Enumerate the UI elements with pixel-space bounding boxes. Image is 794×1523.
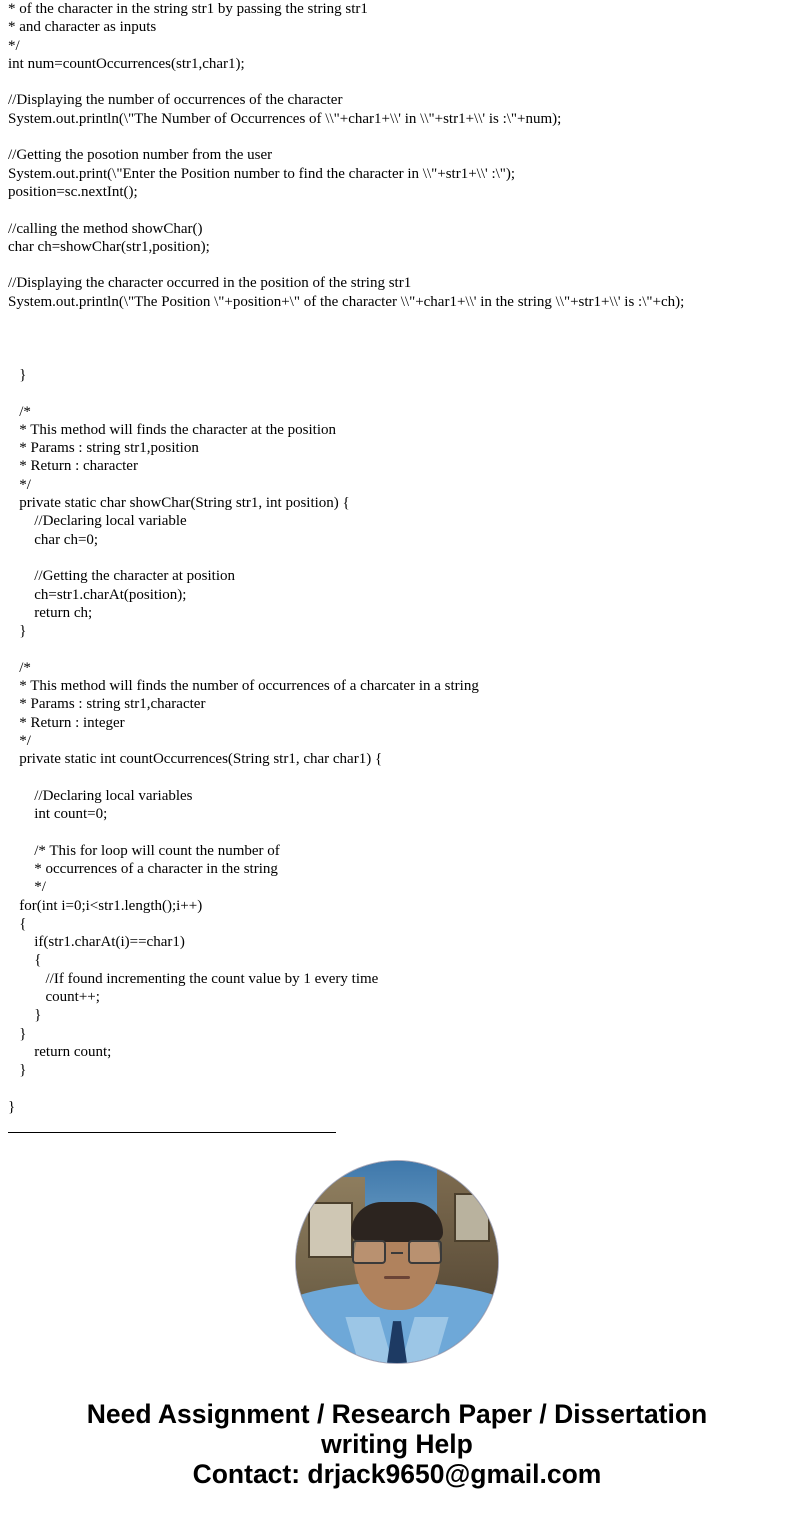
code-line: int num=countOccurrences(str1,char1);: [8, 55, 245, 72]
code-line: [8, 329, 786, 347]
photo-glasses-left-lens: [352, 1240, 386, 1264]
code-line: /*: [8, 403, 31, 420]
code-line: [8, 128, 786, 146]
code-line: ch=str1.charAt(position);: [8, 586, 187, 603]
portrait-container: [8, 1161, 786, 1363]
code-line: */: [8, 476, 31, 493]
code-line: }: [8, 623, 27, 640]
code-line: [8, 1080, 786, 1098]
code-line: //Displaying the character occurred in the position of the string str1: [8, 275, 412, 292]
footer-line-3: Contact: drjack9650@gmail.com: [192, 1459, 602, 1490]
photo-mouth: [384, 1276, 410, 1279]
code-line: //calling the method showChar(): [8, 220, 203, 237]
photo-hair: [351, 1202, 443, 1242]
code-line: return count;: [8, 1043, 112, 1060]
code-line: [8, 73, 786, 91]
code-line: }: [8, 1098, 16, 1115]
code-line: }: [8, 366, 27, 383]
code-line: char ch=0;: [8, 531, 99, 548]
code-line: * of the character in the string str1 by passing the string str1: [8, 1, 368, 17]
code-line: char ch=showChar(str1,position);: [8, 238, 210, 255]
portrait-photo: [296, 1161, 498, 1363]
code-line: //Getting the character at position: [8, 568, 236, 585]
java-code-block: [8, 0, 786, 1116]
code-line: [8, 549, 786, 567]
code-line: }: [8, 1062, 27, 1079]
code-line: {: [8, 952, 42, 969]
code-line: }: [8, 1007, 42, 1024]
code-line: private static int countOccurrences(String str1, char char1) {: [8, 751, 383, 768]
code-line: //Declaring local variables: [8, 787, 193, 804]
code-line: if(str1.charAt(i)==char1): [8, 934, 185, 951]
footer-line-1: Need Assignment / Research Paper / Dissertation: [86, 1399, 708, 1430]
code-line: * Return : character: [8, 458, 138, 475]
code-line: [8, 768, 786, 786]
horizontal-divider: [8, 1132, 336, 1133]
code-line: [8, 823, 786, 841]
code-line: int count=0;: [8, 806, 108, 823]
code-line: private static char showChar(String str1, int position) {: [8, 495, 350, 512]
code-line: /* This for loop will count the number of: [8, 842, 280, 859]
code-line: //If found incrementing the count value by 1 every time: [8, 970, 379, 987]
code-line: */: [8, 879, 46, 896]
code-line: * and character as inputs: [8, 19, 157, 36]
code-line: [8, 201, 786, 219]
code-line: {: [8, 915, 27, 932]
code-line: for(int i=0;i<str1.length();i++): [8, 897, 203, 914]
code-line: [8, 384, 786, 402]
code-line: System.out.println(\"The Number of Occurrences of \\"+char1+\\' in \\"+str1+\\' is :\"+num);: [8, 110, 562, 127]
photo-picture-frame-right: [454, 1193, 490, 1241]
footer-line-2: writing Help: [321, 1429, 473, 1460]
code-line: System.out.println(\"The Position \"+position+\" of the character \\"+char1+\\' in the string \\"+str1+\\' is :\"+ch);: [8, 293, 685, 310]
code-line: */: [8, 732, 31, 749]
code-line: * This method will finds the number of occurrences of a charcater in a string: [8, 677, 479, 694]
code-line: System.out.print(\"Enter the Position number to find the character in \\"+str1+\\' :\");: [8, 165, 516, 182]
code-line: [8, 348, 786, 366]
code-line: */: [8, 37, 20, 54]
footer-contact-block: [8, 1399, 786, 1489]
code-line: return ch;: [8, 604, 93, 621]
code-line: //Getting the posotion number from the user: [8, 147, 273, 164]
code-line: position=sc.nextInt();: [8, 183, 138, 200]
photo-glasses-right-lens: [408, 1240, 442, 1264]
code-line: * Return : integer: [8, 714, 125, 731]
code-line: [8, 256, 786, 274]
code-line: * Params : string str1,character: [8, 696, 206, 713]
photo-glasses-bridge: [391, 1252, 403, 1254]
code-line: count++;: [8, 989, 100, 1006]
photo-picture-frame-left: [308, 1202, 352, 1259]
code-line: [8, 640, 786, 658]
code-line: /*: [8, 659, 31, 676]
code-line: * This method will finds the character at the position: [8, 421, 336, 438]
code-line: }: [8, 1025, 27, 1042]
code-line: * Params : string str1,position: [8, 440, 199, 457]
code-line: [8, 311, 786, 329]
code-line: //Displaying the number of occurrences of the character: [8, 92, 343, 109]
code-line: * occurrences of a character in the string: [8, 860, 278, 877]
code-line: //Declaring local variable: [8, 513, 187, 530]
